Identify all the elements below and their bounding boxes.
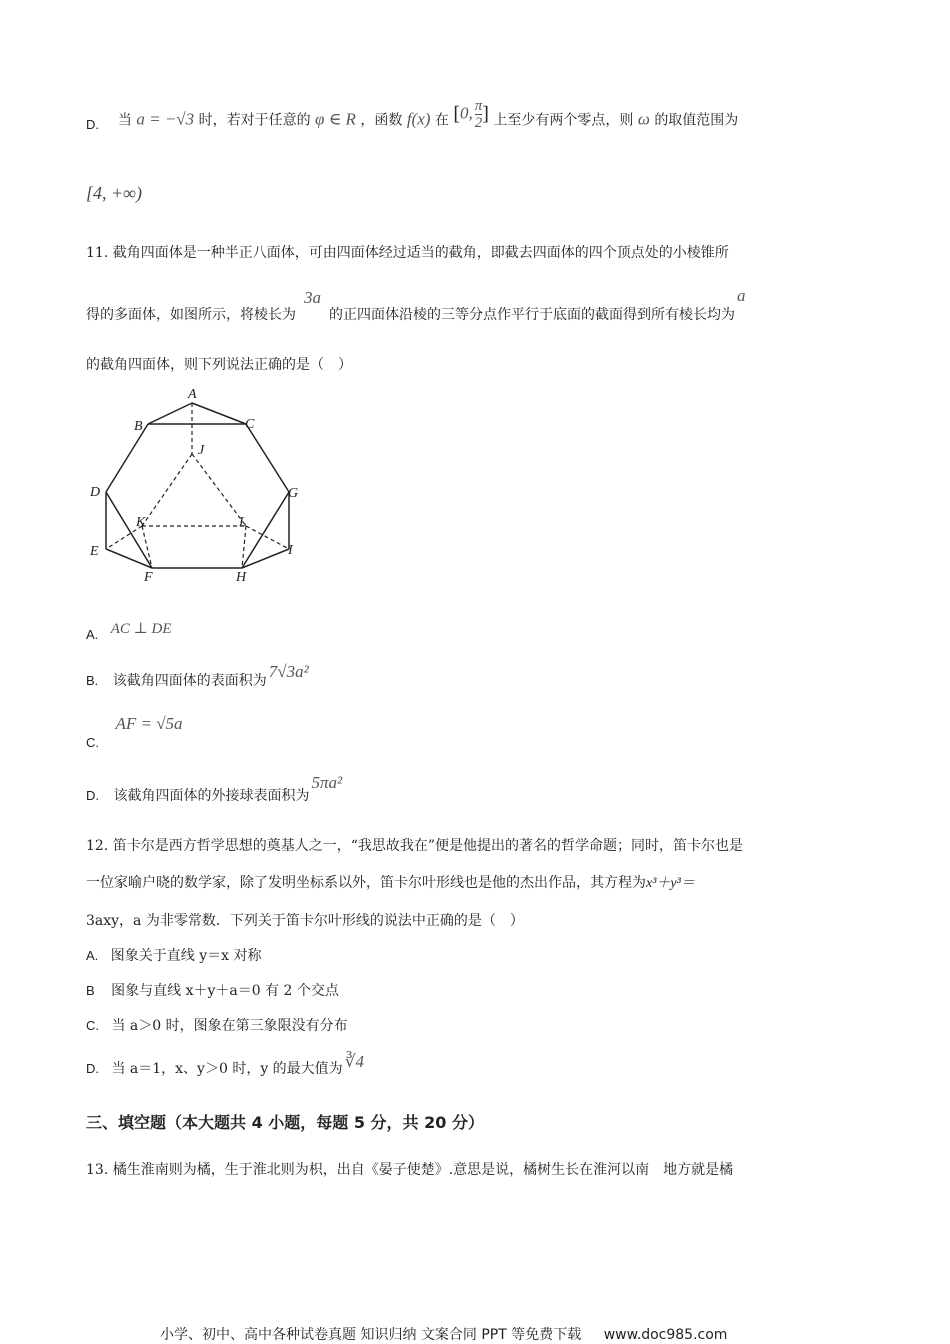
q13-line1: 13. 橘生淮南则为橘，生于淮北则为枳，出自《晏子使楚》.意思是说，橘树生长在淮河以南 地方就是橘 <box>86 1162 734 1178</box>
q12-option-b: B 图象与直线 x＋y＋a＝0 有 2 个交点 <box>86 983 339 999</box>
option-label: A. <box>86 948 99 963</box>
q11-line3: 的截角四面体，则下列说法正确的是（ ） <box>86 357 352 373</box>
option-math: ∛4 <box>344 1052 365 1071</box>
vertex-label-d: D <box>90 485 101 500</box>
vertex-label-g: G <box>288 486 299 501</box>
q12-option-d: D. 当 a＝1，x、y＞0 时，y 的最大值为 ∛4 <box>86 1052 365 1077</box>
section-heading: 三、填空题（本大题共 4 小题，每题 5 分，共 20 分） <box>86 1113 484 1132</box>
vertex-label-e: E <box>90 544 99 559</box>
q12-line3: 3axy，a 为非零常数．下列关于笛卡尔叶形线的说法中正确的是（ ） <box>86 913 524 929</box>
footer-link[interactable]: www.doc985.com <box>603 1327 728 1343</box>
option-label: C. <box>86 735 99 750</box>
q11-line2: 得的多面体，如图所示，将棱长为3a的正四面体沿棱的三等分点作平行于底面的截面得到所有棱长均为a <box>86 286 746 323</box>
option-math: AC ⊥ DE <box>110 621 172 637</box>
q12-option-a: A. 图象关于直线 y＝x 对称 <box>86 948 262 964</box>
option-math: 5πa² <box>311 773 343 792</box>
vertex-label-h: H <box>236 570 247 585</box>
math-phi: φ ∈ R <box>315 109 356 129</box>
option-label: D. <box>86 1061 99 1076</box>
q11-option-c <box>86 714 183 750</box>
math-a: a <box>737 286 746 305</box>
vertex-label-f: F <box>144 570 153 585</box>
option-label: B <box>86 983 95 998</box>
math-f: f(x) <box>406 109 431 129</box>
q11-option-b: B. 该截角四面体的表面积为 7√3a² <box>86 662 309 689</box>
interval: [ <box>453 103 460 125</box>
option-label: D. <box>86 116 99 132</box>
option-math: AF = √5a <box>115 714 183 733</box>
math-a-value: a = −√3 <box>136 109 195 129</box>
vertex-label-j: J <box>198 443 205 458</box>
vertex-label-l: L <box>239 515 247 530</box>
option-label: A. <box>86 627 99 642</box>
q12-line2: 一位家喻户晓的数学家，除了发明坐标系以外，笛卡尔叶形线也是他的杰出作品，其方程为x³＋y³＝ <box>86 875 695 891</box>
vertex-label-b: B <box>134 419 143 434</box>
q11-option-a <box>86 619 172 642</box>
vertex-label-k: K <box>136 515 146 530</box>
truncated-tetrahedron-figure <box>84 384 314 586</box>
q11-line1: 11. 截角四面体是一种半正八面体，可由四面体经过适当的截角，即截去四面体的四个顶点处的小棱锥所 <box>86 245 729 261</box>
q12-option-c: C. 当 a＞0 时，图象在第三象限没有分布 <box>86 1018 348 1034</box>
footer <box>160 1324 727 1344</box>
footer-text: 小学、初中、高中各种试卷真题 知识归纳 文案合同 PPT 等免费下载 <box>160 1327 582 1343</box>
interval-body: 0, $\frac{\pi}{2}$ <box>460 98 483 131</box>
q11-option-d: D. 该截角四面体的外接球表面积为5πa² <box>86 773 343 804</box>
option-label: C. <box>86 1018 99 1033</box>
q12-line1: 12. 笛卡尔是西方哲学思想的奠基人之一，“我思故我在”便是他提出的著名的哲学命题；同时，笛卡尔也是 <box>86 838 744 854</box>
option-math: 7√3a² <box>268 662 309 681</box>
option-label: B. <box>86 673 99 688</box>
vertex-label-i: I <box>288 543 293 558</box>
math-3a: 3a <box>304 288 321 307</box>
q10-answer-range: [4, +∞) <box>86 183 142 203</box>
vertex-label-c: C <box>245 417 255 432</box>
q10-option-d: D. 当 a = −√3 时，若对于任意的 φ ∈ R ，函数 f(x) 在 [0, $\frac{\pi}{2}$ ] 上至少有两个零点，则 ω 的取值范围为 <box>86 98 739 132</box>
math-omega: ω <box>637 109 650 129</box>
option-label: D. <box>86 788 99 803</box>
q12-equation: x³＋y³＝ <box>646 876 695 891</box>
vertex-label-a: A <box>188 387 197 402</box>
